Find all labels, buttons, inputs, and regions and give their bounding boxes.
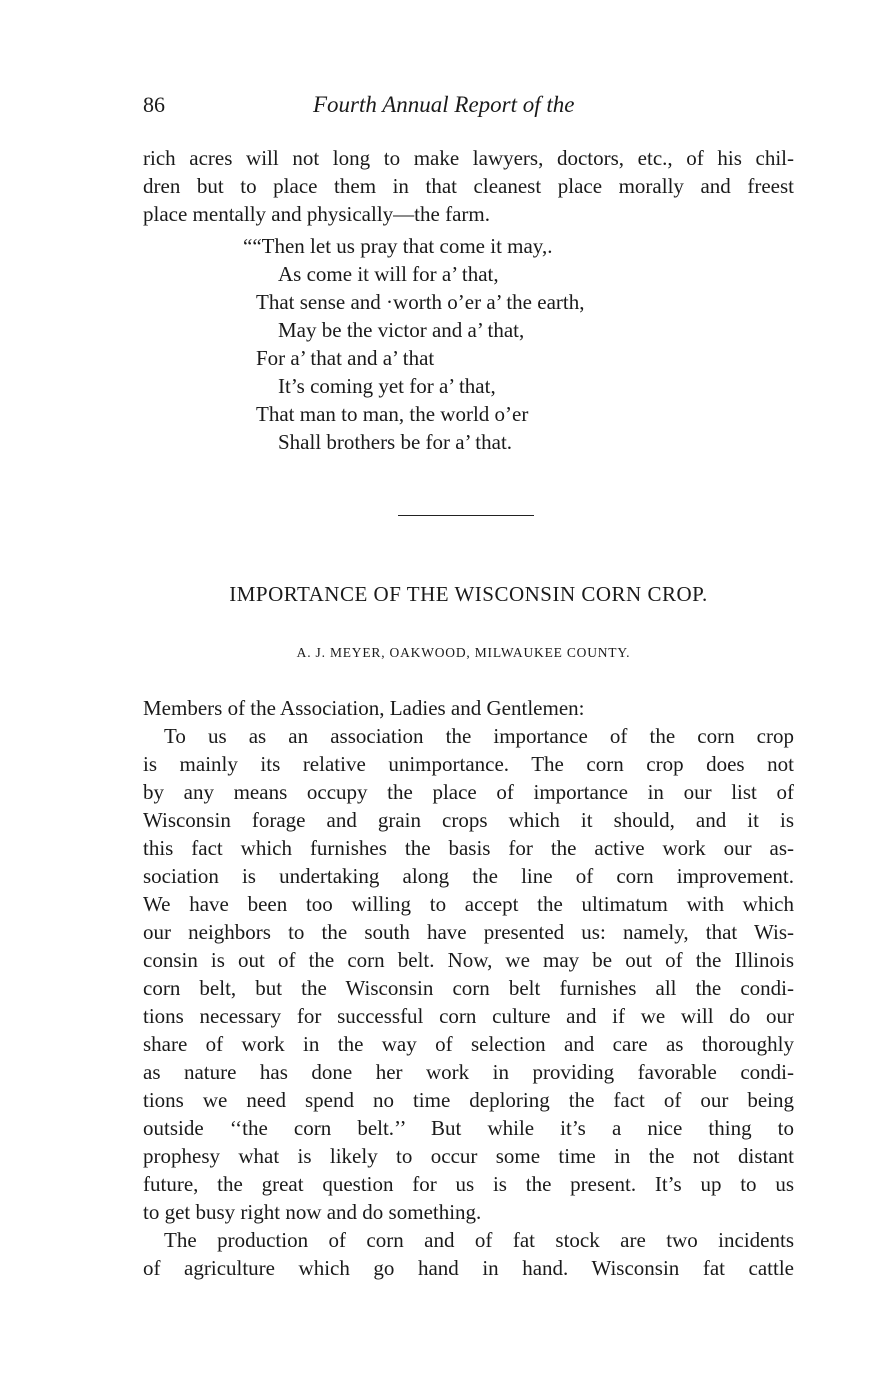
text-line: to get busy right now and do something. <box>143 1200 482 1224</box>
text-line: share of work in the way of selection and care as thoroughly <box>143 1032 794 1056</box>
text-line: by any means occupy the place of importance in our list of <box>143 780 794 804</box>
article-paragraph-2 <box>143 1226 794 1282</box>
text-line: of agriculture which go hand in hand. Wisconsin fat cattle <box>143 1256 794 1280</box>
text-line: prophesy what is likely to occur some time in the not distant <box>143 1144 794 1168</box>
poem-line: ““Then let us pray that come it may,. <box>243 234 553 258</box>
page-number: 86 <box>143 92 165 117</box>
poem-line: May be the victor and a’ that, <box>278 318 525 342</box>
text-line: our neighbors to the south have presented us: namely, that Wis- <box>143 920 794 944</box>
article-byline: A. J. MEYER, OAKWOOD, MILWAUKEE COUNTY. <box>296 645 631 660</box>
poem-line: It’s coming yet for a’ that, <box>278 374 496 398</box>
poem-line: For a’ that and a’ that <box>256 346 435 370</box>
page-header <box>143 92 794 124</box>
poem-line: As come it will for a’ that, <box>278 262 499 286</box>
section-divider <box>398 515 534 516</box>
text-line: Wisconsin forage and grain crops which it should, and it is <box>143 808 794 832</box>
text-line: We have been too willing to accept the ultimatum with which <box>143 892 794 916</box>
text-line: dren but to place them in that cleanest place morally and freest <box>143 174 794 198</box>
intro-paragraph <box>143 144 794 228</box>
text-line: place mentally and physically—the farm. <box>143 202 490 226</box>
text-line: this fact which furnishes the basis for the active work our as- <box>143 836 794 860</box>
running-title: Fourth Annual Report of the <box>313 92 575 117</box>
salutation: Members of the Association, Ladies and Gentlemen: <box>143 696 585 720</box>
text-line: future, the great question for us is the present. It’s up to us <box>143 1172 794 1196</box>
poem-line: Shall brothers be for a’ that. <box>278 430 513 454</box>
text-line: outside ‘‘the corn belt.’’ But while it’s a nice thing to <box>143 1116 794 1140</box>
text-line: To us as an association the importance of the corn crop <box>164 724 794 748</box>
text-line: The production of corn and of fat stock are two incidents <box>164 1228 794 1252</box>
text-line: is mainly its relative unimportance. The corn crop does not <box>143 752 794 776</box>
text-line: tions necessary for successful corn culture and if we will do our <box>143 1004 794 1028</box>
article-paragraph-1 <box>143 722 794 1226</box>
poem-line: That man to man, the world o’er <box>256 402 529 426</box>
text-line: consin is out of the corn belt. Now, we may be out of the Illinois <box>143 948 794 972</box>
text-line: rich acres will not long to make lawyers, doctors, etc., of his chil- <box>143 146 794 170</box>
text-line: tions we need spend no time deploring the fact of our being <box>143 1088 794 1112</box>
poem-line: That sense and ·worth o’er a’ the earth, <box>256 290 585 314</box>
article-title: IMPORTANCE OF THE WISCONSIN CORN CROP. <box>229 582 708 606</box>
text-line: sociation is undertaking along the line of corn improvement. <box>143 864 794 888</box>
text-line: corn belt, but the Wisconsin corn belt furnishes all the condi- <box>143 976 794 1000</box>
text-line: as nature has done her work in providing favorable condi- <box>143 1060 794 1084</box>
